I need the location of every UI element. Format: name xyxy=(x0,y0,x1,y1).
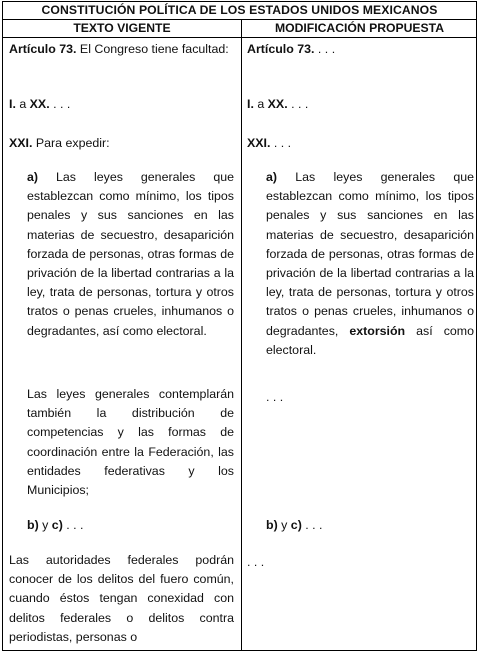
fractions-i-xx-proposed xyxy=(247,95,471,114)
fraction-i-label: I. xyxy=(247,97,254,111)
article-73-intro-proposed xyxy=(247,40,471,59)
subsection-a-ending: así como electoral. xyxy=(266,323,474,357)
fraction-xxi-proposed xyxy=(247,134,471,153)
subsection-b-label: b) xyxy=(266,518,278,532)
comparison-table xyxy=(2,1,477,651)
fraction-xxi-label: XXI. xyxy=(247,136,271,150)
subsection-a xyxy=(27,168,234,341)
subsection-a-label: a) xyxy=(266,170,278,184)
table-title: CONSTITUCIÓN POLÍTICA DE LOS ESTADOS UNIDOS MEXICANOS xyxy=(3,2,476,20)
connector-text: a xyxy=(253,97,268,111)
fraction-xx-label: XX. xyxy=(29,97,50,111)
ellipsis: . . . xyxy=(314,42,336,56)
proposed-text-column xyxy=(242,38,476,650)
ellipsis: . . . xyxy=(270,136,292,150)
fractions-i-xx xyxy=(9,95,233,114)
fraction-xx-label: XX. xyxy=(267,97,288,111)
ellipsis: . . . xyxy=(49,97,71,111)
fraction-xxi-text: Para expedir: xyxy=(32,136,110,150)
header-current-text: TEXTO VIGENTE xyxy=(3,20,242,37)
connector-text: y xyxy=(277,518,291,532)
second-paragraph: Las leyes generales contemplarán también la distribución de competencias y las formas de coordinación entre la Federación, las entidades federativas y los Municipios; xyxy=(27,387,234,498)
fraction-i-label: I. xyxy=(9,97,16,111)
article-73-intro xyxy=(9,40,233,59)
connector-text: y xyxy=(38,518,52,532)
subsection-a-proposed xyxy=(266,168,474,360)
subsection-a-text: Las leyes generales que establezcan como mínimo, los tipos penales y sus sanciones en las materias de secuestro, desaparición forzada de personas, otras formas de privación de la libertad contrarias a la ley, trata de personas, tortura y otros tratos o penas crueles, inhumanos o degradantes, así como electoral. xyxy=(27,170,234,338)
subsections-b-c-proposed xyxy=(266,516,473,535)
fraction-xxi xyxy=(9,134,233,153)
article-label: Artículo 73. xyxy=(9,42,77,56)
subsection-a-label: a) xyxy=(27,170,39,184)
header-row xyxy=(3,20,476,38)
subsection-c-label: c) xyxy=(51,518,63,532)
current-text-column xyxy=(3,38,242,650)
ellipsis: . . . xyxy=(287,97,309,111)
subsection-a-text: Las leyes generales que establezcan como mínimo, los tipos penales y sus sanciones en las materias de secuestro, desaparición forzada de personas, otras formas de privación de la libertad contrarias a la ley, trata de personas, tortura y otros tratos o penas crueles, inhumanos o degradantes, xyxy=(266,170,474,338)
federal-authorities-proposed: . . . xyxy=(247,555,265,569)
extortion-added-term: extorsión xyxy=(349,323,406,338)
ellipsis: . . . xyxy=(301,518,323,532)
fraction-xxi-label: XXI. xyxy=(9,136,33,150)
ellipsis: . . . xyxy=(62,518,84,532)
subsections-b-c xyxy=(27,516,234,535)
article-text: El Congreso tiene facultad: xyxy=(76,42,229,56)
federal-authorities-paragraph: Las autoridades federales podrán conocer de los delitos del fuero común, cuando éstos tengan conexidad con delitos federales o delitos contra periodistas, personas o xyxy=(9,553,234,644)
connector-text: a xyxy=(15,97,30,111)
second-paragraph-proposed: . . . xyxy=(266,390,284,404)
subsection-b-label: b) xyxy=(27,518,39,532)
subsection-c-label: c) xyxy=(290,518,302,532)
header-proposed-text: MODIFICACIÓN PROPUESTA xyxy=(274,21,445,35)
article-label: Artículo 73. xyxy=(247,42,315,56)
